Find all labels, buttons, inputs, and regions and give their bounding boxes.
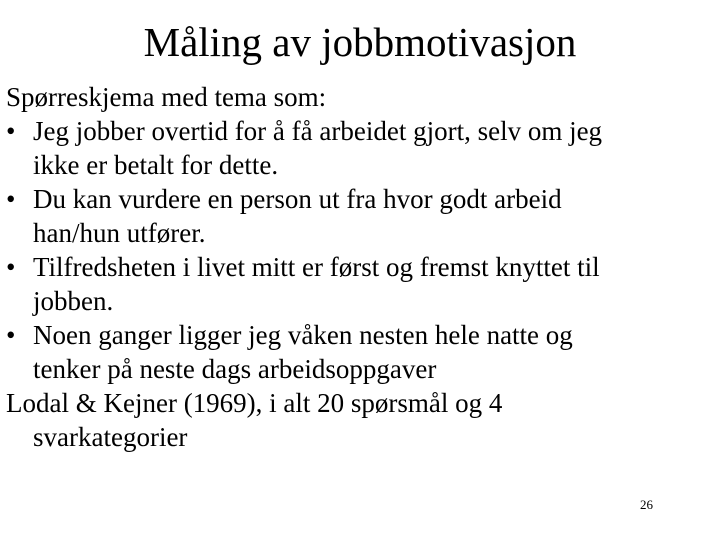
bullet-item-2 [6, 182, 712, 250]
bullet-icon: • [6, 252, 16, 282]
bullet-text-line: han/hun utfører. [33, 218, 206, 248]
bullet-text-line: Du kan vurdere en person ut fra hvor godt arbeid [33, 184, 562, 214]
slide-title: Måling av jobbmotivasjon [143, 19, 577, 65]
bullet-item-4 [6, 318, 712, 386]
bullet-icon: • [6, 320, 16, 350]
reference-text [6, 386, 712, 454]
bullet-text-line: Tilfredsheten i livet mitt er først og fremst knyttet til [33, 252, 600, 282]
bullet-icon: • [6, 116, 16, 146]
bullet-text-line: ikke er betalt for dette. [33, 150, 279, 180]
reference-line: Lodal & Kejner (1969), i alt 20 spørsmål og 4 [6, 388, 503, 418]
bullet-text-line: jobben. [33, 286, 114, 316]
bullet-text-line: tenker på neste dags arbeidsoppgaver [33, 354, 437, 384]
bullet-text-line: Noen ganger ligger jeg våken nesten hele natte og [33, 320, 573, 350]
page-number: 26 [640, 497, 653, 512]
intro-text: Spørreskjema med tema som: [6, 82, 327, 112]
bullet-icon: • [6, 184, 16, 214]
reference-line: svarkategorier [33, 422, 188, 452]
bullet-text-line: Jeg jobber overtid for å få arbeidet gjort, selv om jeg [33, 116, 603, 146]
bullet-item-3 [6, 250, 712, 318]
slide-body [6, 80, 712, 454]
bullet-item-1 [6, 114, 712, 182]
